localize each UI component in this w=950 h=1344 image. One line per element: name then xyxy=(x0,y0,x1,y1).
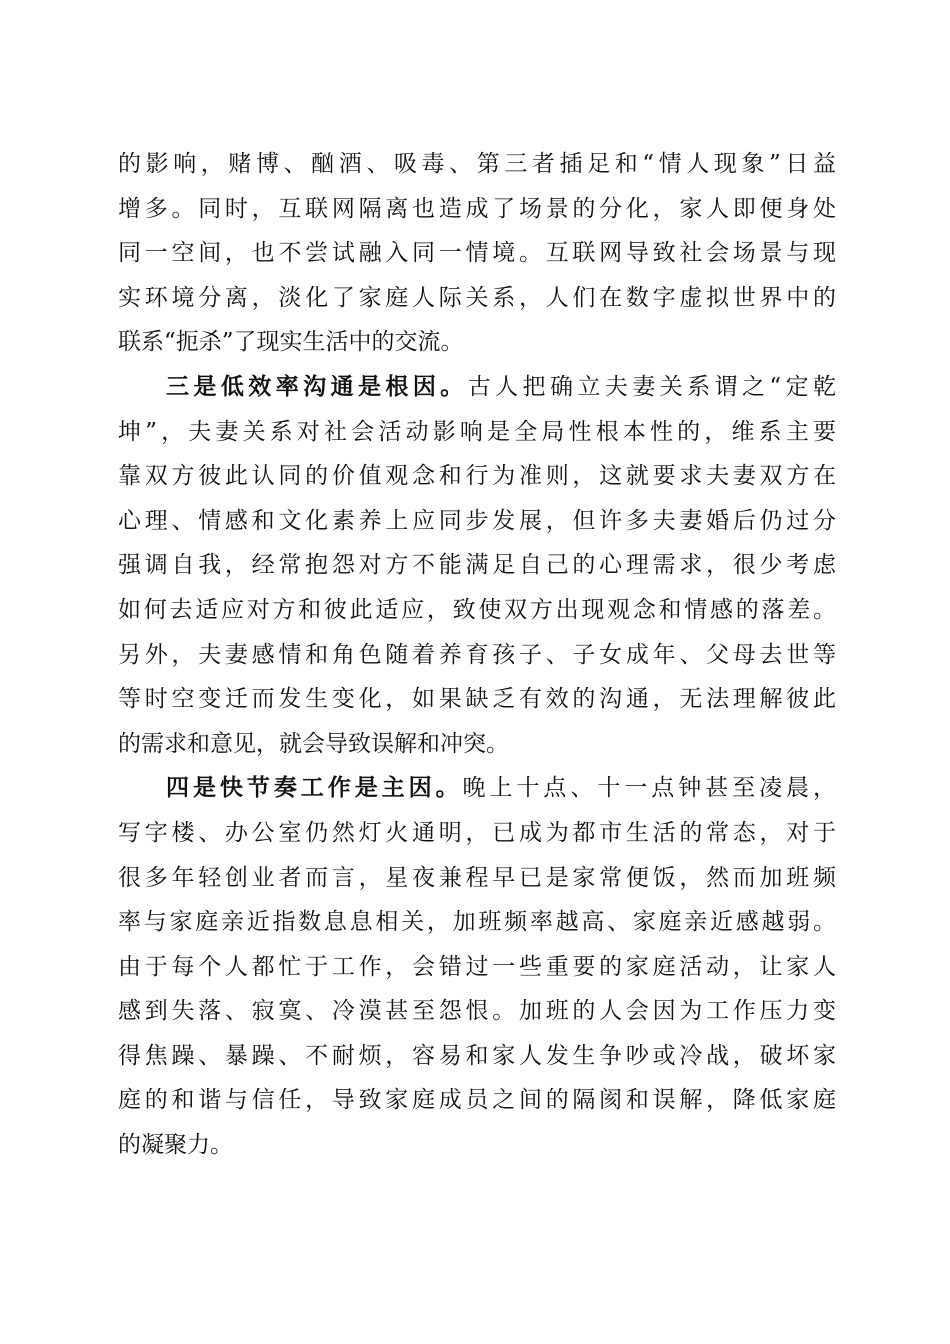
text-line: 增多。同时，互联网隔离也造成了场景的分化，家人即便身处 xyxy=(118,195,836,222)
text-line: 坤”，夫妻关系对社会活动影响是全局性根本性的，维系主要 xyxy=(118,418,836,445)
paragraph-heading: 三是低效率沟通是根因。 xyxy=(166,372,468,400)
text-fragment: 晚上十点、十一点钟甚至凌晨， xyxy=(462,775,836,802)
text-line: 如何去适应对方和彼此适应，致使双方出现观念和情感的落差。 xyxy=(118,596,836,623)
text-fragment: 古人把确立夫妻关系谓之“定乾 xyxy=(467,373,836,400)
text-line: 心理、情感和文化素养上应同步发展，但许多夫妻婚后仍过分 xyxy=(118,507,836,534)
text-line: 的影响，赌博、酗酒、吸毒、第三者插足和“情人现象”日益 xyxy=(118,151,836,177)
text-line: 同一空间，也不尝试融入同一情境。互联网导致社会场景与现 xyxy=(118,240,836,267)
text-line: 联系“扼杀”了现实生活中的交流。 xyxy=(118,329,464,356)
paragraph-2 xyxy=(118,365,836,766)
text-line: 的凝聚力。 xyxy=(118,1132,233,1159)
document-page xyxy=(118,142,836,1168)
text-line: 写字楼、办公室仍然灯火通明，已成为都市生活的常态，对于 xyxy=(118,819,836,846)
paragraph-3 xyxy=(118,766,836,1167)
text-line: 很多年轻创业者而言，星夜兼程早已是家常便饭，然而加班频 xyxy=(118,864,836,891)
text-line: 的需求和意见，就会导致误解和冲突。 xyxy=(118,730,509,757)
text-line: 实环境分离，淡化了家庭人际关系，人们在数字虚拟世界中的 xyxy=(118,284,836,311)
paragraph-heading: 四是快节奏工作是主因。 xyxy=(166,774,463,802)
text-line: 靠双方彼此认同的价值观念和行为准则，这就要求夫妻双方在 xyxy=(118,463,836,490)
text-line: 率与家庭亲近指数息息相关，加班频率越高、家庭亲近感越弱。 xyxy=(118,909,836,936)
text-line: 感到失落、寂寞、冷漠甚至怨恨。加班的人会因为工作压力变 xyxy=(118,998,836,1025)
text-line: 得焦躁、暴躁、不耐烦，容易和家人发生争吵或冷战，破坏家 xyxy=(118,1042,836,1069)
text-line: 由于每个人都忙于工作，会错过一些重要的家庭活动，让家人 xyxy=(118,953,836,980)
paragraph-1 xyxy=(118,142,836,365)
text-line: 强调自我，经常抱怨对方不能满足自己的心理需求，很少考虑 xyxy=(118,552,836,579)
text-line: 等时空变迁而发生变化，如果缺乏有效的沟通，无法理解彼此 xyxy=(118,686,836,713)
text-line xyxy=(118,365,836,410)
text-line: 另外，夫妻感情和角色随着养育孩子、子女成年、父母去世等 xyxy=(118,641,836,668)
text-line xyxy=(118,766,836,811)
text-line: 庭的和谐与信任，导致家庭成员之间的隔阂和误解，降低家庭 xyxy=(118,1087,836,1114)
